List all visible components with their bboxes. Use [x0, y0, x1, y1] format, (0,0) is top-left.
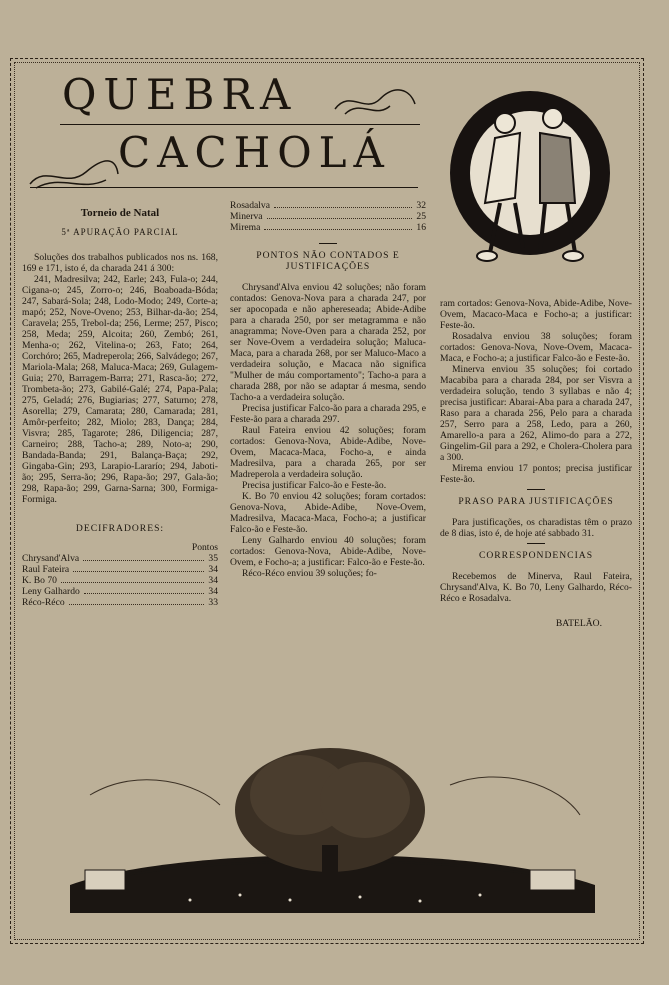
- tournament-heading: Torneio de Natal: [80, 207, 160, 219]
- justification-paragraph: Rosadalva enviou 38 soluções; foram cortados: Genova-Nova, Nove-Ovem, Macaca-Maca, e Focho-a; a justificar Falco-ão e Feste-ão.: [440, 331, 632, 364]
- solutions-list: 241, Madresilva; 242, Earle; 243, Fula-o; 244, Cigana-o; 245, Zorro-o; 246, Boaboada-Bóda; 247, Sabará-Sola; 248, Lodo-Modo; 249, Corte-a; mapó; 252, Nove-Oveno; 253, Bilhar-da-ão; 254, Caravela; 255, Trebol-da; 256, Lerme; 257, Pisco; 258, Meda; 259, Alcoita; 260, Zembó; 261, Menha-o; 262, Vitelina-o; 263, Fato; 264, Corchóro; 265, Madreperola; 266, Salvádego; 267, Mariola-Mala; 268, Maluca-Maca; 269, Gulagem-Guia; 270, Barragem-Barra; 271, Rasca-ão; 272, Trombeta-ão; 273, Gabilé-Galé; 274, Papa-Pala; 275, Geladá; 276, Bugiarias; 277, Saturno; 278, Asorella; 279, Camarata; 280, Camarada; 281, Amôr-perfeito; 282, Miolo; 283, Dança; 284, Visvra; 285, Tagarote; 286, Diligencia; 287, Carneiro; 288, Tacho-a; 289, Noto-a; 290, Bandada-Banda; 291, Balança-Baça; 292, Gingaba-Gin; 293, Larapio-Lararío; 294, Jaboti-ão; 295, Serra-ão; 296, Rapa-ão; 297, Gala-ão; 298, Rapa-ão; 299, Garna-Sarna; 300, Formiga-Formiga.: [22, 274, 218, 505]
- praso-title: PRASO PARA JUSTIFICAÇÕES: [458, 496, 614, 507]
- correspondencias-text: Recebemos de Minerva, Raul Fateira, Chrysand'Alva, K. Bo 70, Leny Galhardo, Réco-Réco e Rosadalva.: [440, 571, 632, 604]
- decifradores-list: [22, 553, 218, 608]
- divider: [527, 489, 545, 490]
- justification-paragraph: Precisa justificar Falco-ão para a charada 295, e Feste-ão para a charada 297.: [230, 403, 426, 425]
- justification-paragraph: Precisa justificar Falco-ão e Feste-ão.: [242, 480, 387, 491]
- justification-paragraph: Réco-Réco enviou 39 soluções; fo-: [242, 568, 377, 579]
- intro-text: Soluções dos trabalhos publicados nos ns. 168, 169 e 171, isto é, da charada 241 á 300:: [22, 252, 218, 274]
- justification-paragraph: K. Bo 70 enviou 42 soluções; foram cortados: Genova-Nova, Abide-Adibe, Nove-Ovem, Madresilva, Macaca-Maca, Focho-a; a justificar Falco-ão e Feste-ão.: [230, 491, 426, 535]
- middle-column: [230, 200, 426, 579]
- divider: [319, 243, 337, 244]
- justification-paragraph: Leny Galhardo enviou 40 soluções; foram cortados: Genova-Nova, Abide-Adibe, Nove-Ovem, e Focho-a; a justificar: Falco-ão e Feste-ão.: [230, 535, 426, 568]
- praso-text: Para justificações, os charadistas têm o prazo de 8 dias, isto é, de hoje até sabbado 31.: [440, 517, 632, 539]
- score-row: Rosadalva 32: [230, 200, 426, 211]
- justification-paragraph: ram cortados: Genova-Nova, Abide-Adibe, Nove-Ovem, Macaco-Maca e Focho-a; a justificar: Feste-ão.: [440, 298, 632, 331]
- dancing-figures-illustration: [445, 78, 615, 278]
- points-label: Pontos: [191, 542, 218, 553]
- justification-paragraph: Raul Fateira enviou 42 soluções; foram cortados: Genova-Nova, Abide-Adibe, Nove-Ovem, Macaca-Maca, Focho-a, e ainda Madresilva, para a charada 265, por ser Madreperola a verdadeira solução.: [230, 425, 426, 480]
- right-column: [440, 298, 632, 629]
- tree-hill-illustration: [60, 735, 605, 915]
- flourish-top-icon: [330, 84, 420, 124]
- correspondencias-title: CORRESPONDENCIAS: [478, 550, 594, 561]
- tournament-subheading: 5ª APURAÇÃO PARCIAL: [61, 227, 179, 237]
- divider: [527, 543, 545, 544]
- score-row: Minerva 25: [230, 211, 426, 222]
- justification-paragraph: Minerva enviou 35 soluções; foi cortado Macabiba para a charada 284, por ser Visvra a verdadeira solução, tendo 3 syllabas e não 4; precisa justificar: Abarai-Aba para a charada 247, Raso para a charada 256, Pelo para a charada 257, Serro para a 258, Ledo, para a 260, Amarello-a para a 262, Alimo-do para a 272, Gingelim-Gil para a 292, e Cholera-Cholera para a 300.: [440, 364, 632, 463]
- decifradores-title: DECIFRADORES:: [75, 523, 165, 534]
- justification-paragraph: Chrysand'Alva enviou 42 soluções; não foram contados: Genova-Nova para a charada 247, por ser apocopada e não aphereseada; Abide-Adibe para a charada 250, por ser metagramma e não anagramma; Nove-Oven para a charada 252, por ser Nove-Ovem a verdadeira solução; Maluca-Maca, para a charada 268, por ser Maluco-Maco a verdadeira solução, e Macaca não significa "Mulher de máu comportamento"; Tacho-a para a charada 288, por não se adaptar á mesma, sendo Tacho-a a verdadeira solução.: [230, 282, 426, 403]
- justification-paragraph: Mirema enviou 17 pontos; precisa justificar Feste-ão.: [440, 463, 632, 485]
- top-scores-list: [230, 200, 426, 233]
- left-column: [22, 208, 218, 608]
- decifrador-row: Réco-Réco 33: [22, 597, 218, 608]
- title-rule-2: [30, 187, 418, 188]
- decifrador-row: K. Bo 70 34: [22, 575, 218, 586]
- title-rule-1: [60, 124, 420, 125]
- score-row: Mirema 16: [230, 222, 426, 233]
- decifrador-row: Raul Fateira 34: [22, 564, 218, 575]
- title-cachola: CACHOLÁ: [118, 128, 391, 177]
- decifrador-row: Leny Galhardo 34: [22, 586, 218, 597]
- title-quebra: QUEBRA: [62, 70, 298, 119]
- decifrador-row: Chrysand'Alva 35: [22, 553, 218, 564]
- justifications-title: PONTOS NÃO CONTADOS E JUSTIFICAÇÕES: [256, 250, 400, 272]
- signature: BATELÃO.: [555, 618, 602, 629]
